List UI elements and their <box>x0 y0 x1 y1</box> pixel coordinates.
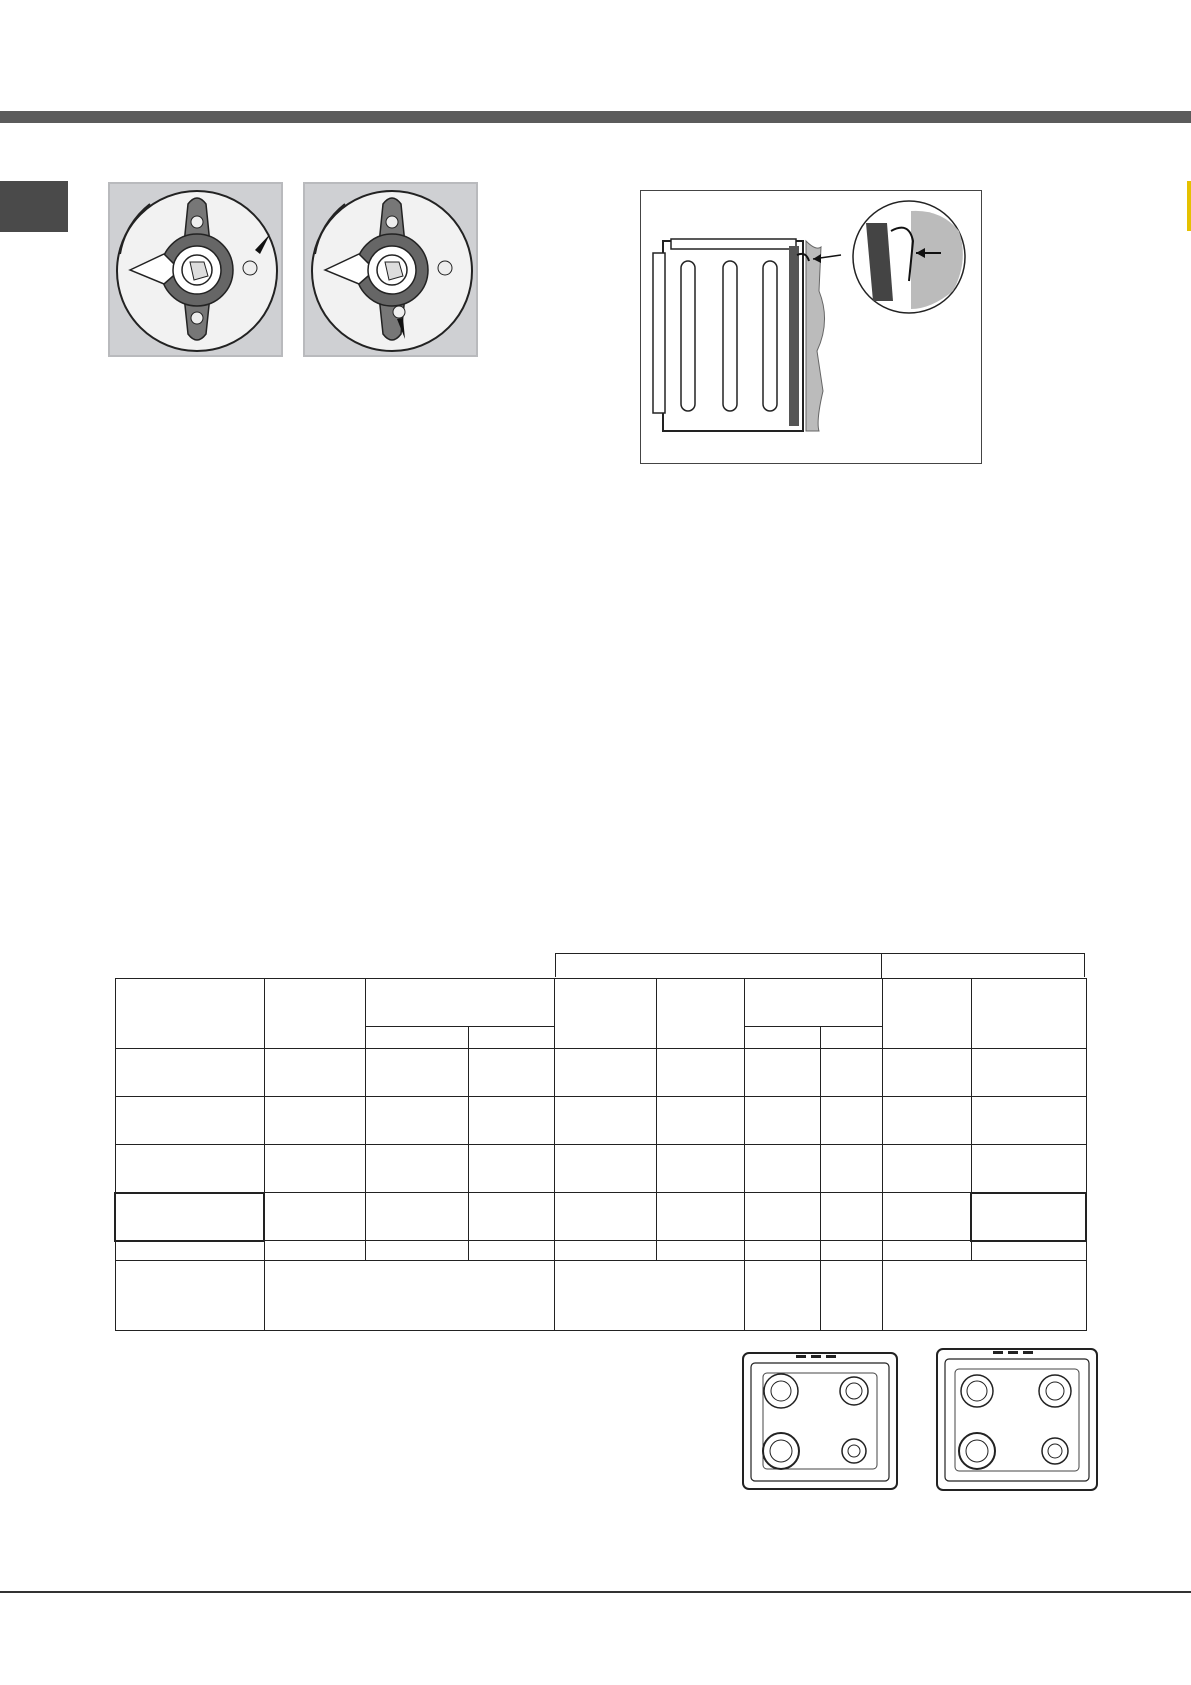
hob-four-burner-icon <box>741 1347 899 1492</box>
table-header-row <box>115 979 1086 1027</box>
hob-four-burner-icon <box>935 1343 1100 1493</box>
table-row <box>115 1145 1086 1193</box>
header-rule <box>0 111 1191 123</box>
cooker-safety-chain-icon <box>641 191 980 462</box>
hob-layout-figure-a <box>741 1347 899 1492</box>
burner-spec-table <box>114 978 1087 1331</box>
burner-valve-screw-arrow-icon <box>305 184 476 355</box>
table-group-header <box>555 953 1085 977</box>
language-tab <box>0 181 68 232</box>
edge-marker <box>1187 181 1191 231</box>
footer-rule <box>0 1591 1191 1593</box>
burner-valve-figure-right <box>303 182 478 357</box>
burner-valve-figure-left <box>108 182 283 357</box>
hob-layout-figure-b <box>935 1343 1100 1493</box>
table-row <box>115 1241 1086 1261</box>
table-row <box>115 1049 1086 1097</box>
cooker-side-chain-figure <box>640 190 982 464</box>
table-row <box>115 1097 1086 1145</box>
table-row <box>115 1193 1086 1241</box>
burner-valve-screw-arrow-icon <box>110 184 281 355</box>
table-row <box>115 1261 1086 1331</box>
